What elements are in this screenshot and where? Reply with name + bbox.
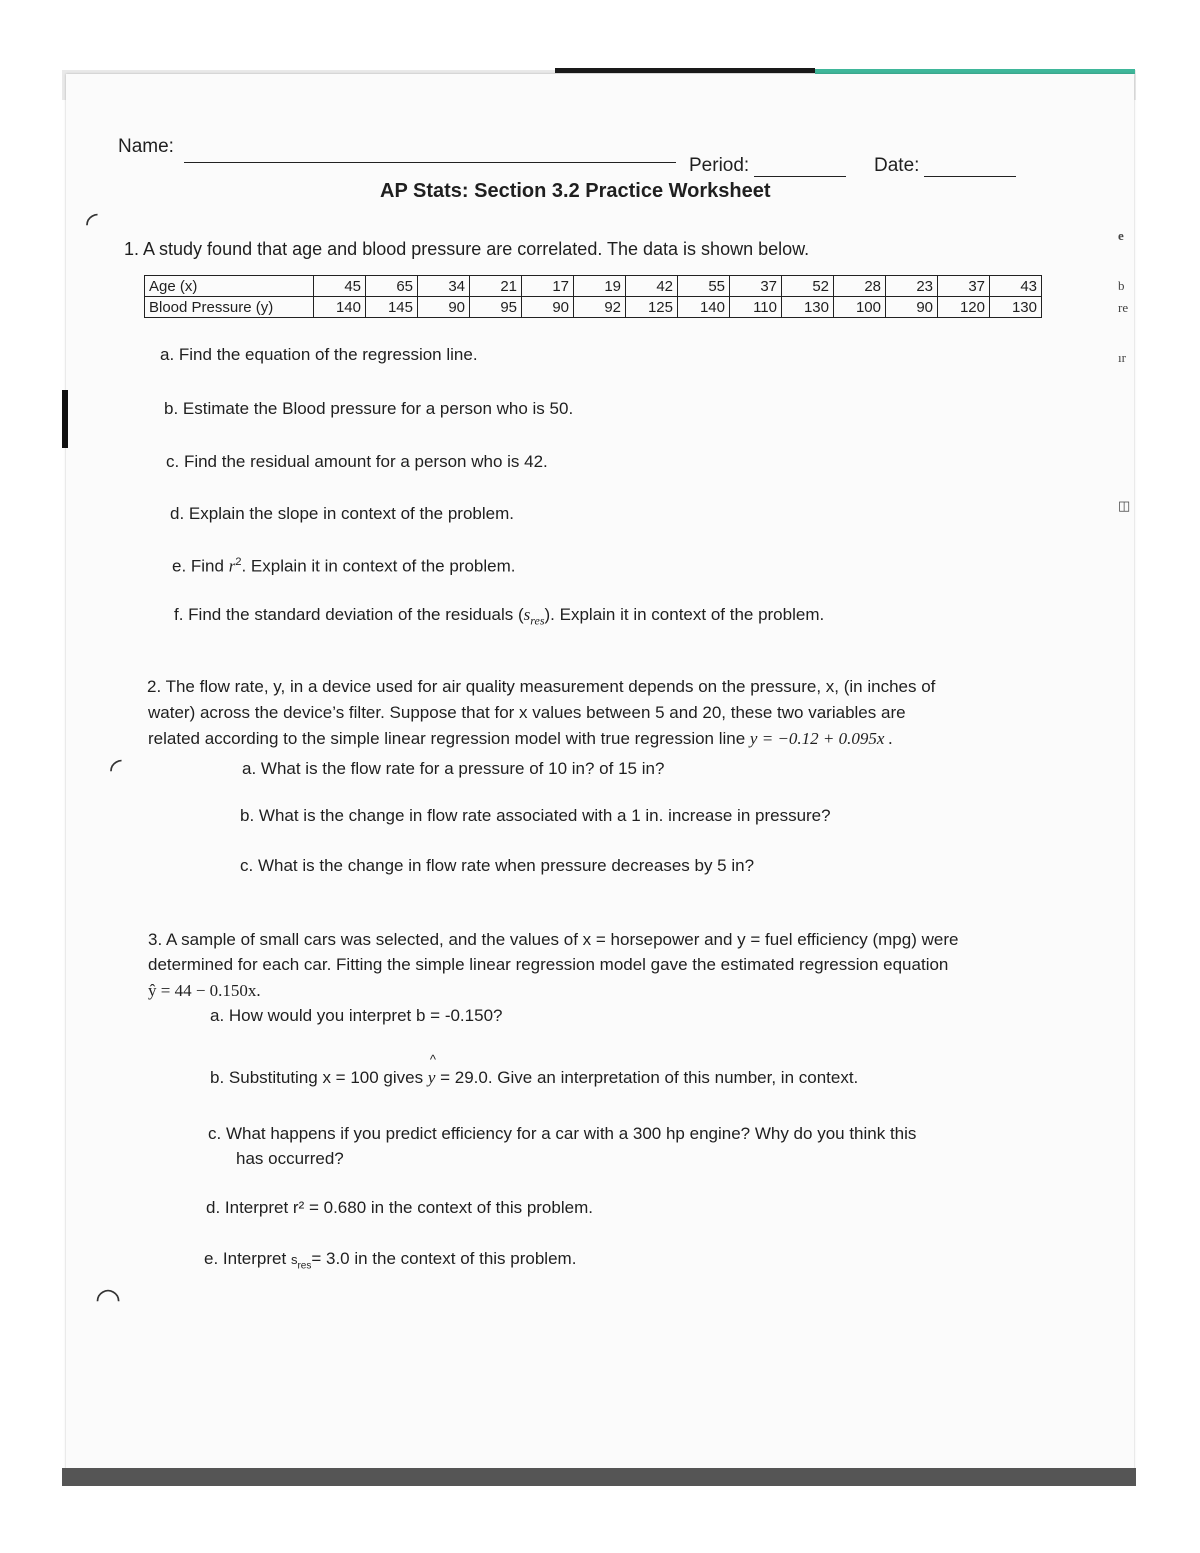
q1-part-e: [172, 556, 516, 577]
table-cell: 140: [678, 297, 730, 318]
table-cell: 55: [678, 276, 730, 297]
q3-part-b-suffix: = 29.0. Give an interpretation of this number, in context.: [435, 1068, 859, 1087]
table-cell: 34: [418, 276, 470, 297]
hole-punch-mark-icon: ◜: [86, 206, 98, 241]
q3-part-d: d. Interpret r² = 0.680 in the context of this problem.: [206, 1198, 593, 1217]
row-label-bp: Blood Pressure (y): [145, 297, 314, 318]
q1-part-c: c. Find the residual amount for a person who is 42.: [166, 452, 548, 471]
regression-equation: y = −0.12 + 0.095x .: [749, 729, 893, 748]
page-title: AP Stats: Section 3.2 Practice Worksheet: [380, 180, 771, 202]
q2-line-3: [148, 729, 893, 749]
table-cell: 90: [418, 297, 470, 318]
res-subscript: res: [297, 1260, 312, 1272]
q3-line-2: determined for each car. Fitting the simple linear regression model gave the estimated regression equation: [148, 955, 949, 974]
table-cell: 17: [522, 276, 574, 297]
table-cell: 110: [730, 297, 782, 318]
period-field[interactable]: [754, 160, 846, 177]
table-cell: 42: [626, 276, 678, 297]
row-label-age: Age (x): [145, 276, 314, 297]
q2-part-a: a. What is the flow rate for a pressure of 10 in? of 15 in?: [242, 759, 665, 778]
hat-mark: ^: [429, 1052, 436, 1067]
table-cell: 130: [990, 297, 1042, 318]
q3-part-b: [210, 1052, 859, 1088]
q1-part-f-prefix: f. Find the standard deviation of the residuals (: [174, 605, 524, 624]
q1-part-d: d. Explain the slope in context of the problem.: [170, 504, 514, 523]
q1-part-e-prefix: e. Find: [172, 556, 229, 576]
table-row: [145, 276, 1042, 297]
s-symbol: s: [290, 1252, 298, 1267]
table-cell: 145: [366, 297, 418, 318]
q3-part-e-prefix: e. Interpret: [204, 1249, 291, 1268]
table-row: [145, 297, 1042, 318]
q1-part-f: [174, 605, 824, 628]
name-field[interactable]: [184, 146, 676, 163]
backdrop-dark-edge: [555, 68, 815, 73]
q3-part-c-line-2: has occurred?: [236, 1149, 344, 1168]
exponent: 2: [235, 556, 242, 568]
q2-line-3-text: related according to the simple linear regression model with true regression line: [148, 729, 750, 748]
table-cell: 90: [522, 297, 574, 318]
table-cell: 130: [782, 297, 834, 318]
q1-part-b: b. Estimate the Blood pressure for a person who is 50.: [164, 399, 574, 418]
q3-part-c-line-1: c. What happens if you predict efficiency for a car with a 300 hp engine? Why do you think this: [208, 1124, 917, 1143]
table-cell: 43: [990, 276, 1042, 297]
q3-part-b-prefix: b. Substituting x = 100 gives: [210, 1068, 428, 1087]
y-hat-symbol: y: [427, 1068, 436, 1087]
table-cell: 23: [886, 276, 938, 297]
table-cell: 95: [470, 297, 522, 318]
q3-part-e-suffix: = 3.0 in the context of this problem.: [311, 1249, 577, 1268]
adjacent-page-edge: e b re ır ◫: [1118, 228, 1131, 513]
q2-part-c: c. What is the change in flow rate when pressure decreases by 5 in?: [240, 856, 755, 875]
table-cell: 90: [886, 297, 938, 318]
hole-punch-mark-icon: ◜: [110, 752, 122, 787]
date-field[interactable]: [924, 160, 1016, 177]
hole-punch-mark-icon: ◠: [95, 1282, 122, 1317]
q3-line-1: 3. A sample of small cars was selected, and the values of x = horsepower and y = fuel efficiency (mpg) were: [148, 930, 959, 949]
s-symbol: s: [523, 605, 531, 624]
q3-equation: ŷ = 44 − 0.150x.: [148, 981, 261, 1000]
q2-line-1: 2. The flow rate, y, in a device used for air quality measurement depends on the pressure, x, (in inches of: [147, 677, 936, 696]
name-label: Name:: [118, 136, 174, 157]
q1-prompt: 1. A study found that age and blood pressure are correlated. The data is shown below.: [124, 239, 810, 259]
date-label: Date:: [874, 155, 920, 176]
table-cell: 120: [938, 297, 990, 318]
table-cell: 19: [574, 276, 626, 297]
table-cell: 52: [782, 276, 834, 297]
q1-part-a: a. Find the equation of the regression line.: [160, 345, 478, 364]
table-cell: 92: [574, 297, 626, 318]
table-cell: 37: [938, 276, 990, 297]
backdrop-left-edge: [62, 390, 68, 448]
q1-part-e-suffix: . Explain it in context of the problem.: [241, 556, 516, 576]
table-cell: 21: [470, 276, 522, 297]
table-cell: 100: [834, 297, 886, 318]
table-cell: 125: [626, 297, 678, 318]
table-cell: 45: [314, 276, 366, 297]
q2-line-2: water) across the device’s filter. Suppose that for x values between 5 and 20, these two variables are: [148, 703, 906, 722]
age-bp-table: [144, 275, 1042, 318]
table-cell: 28: [834, 276, 886, 297]
table-cell: 37: [730, 276, 782, 297]
q3-part-a: a. How would you interpret b = -0.150?: [210, 1006, 503, 1025]
table-cell: 140: [314, 297, 366, 318]
period-label: Period:: [689, 155, 750, 176]
q3-part-e: [204, 1249, 576, 1271]
table-cell: 65: [366, 276, 418, 297]
q1-part-f-suffix: ). Explain it in context of the problem.: [544, 605, 825, 624]
q2-part-b: b. What is the change in flow rate associated with a 1 in. increase in pressure?: [240, 806, 831, 825]
res-subscript: res: [530, 613, 545, 628]
backdrop-bottom-edge: [62, 1468, 1136, 1486]
r-symbol: r: [228, 556, 236, 576]
